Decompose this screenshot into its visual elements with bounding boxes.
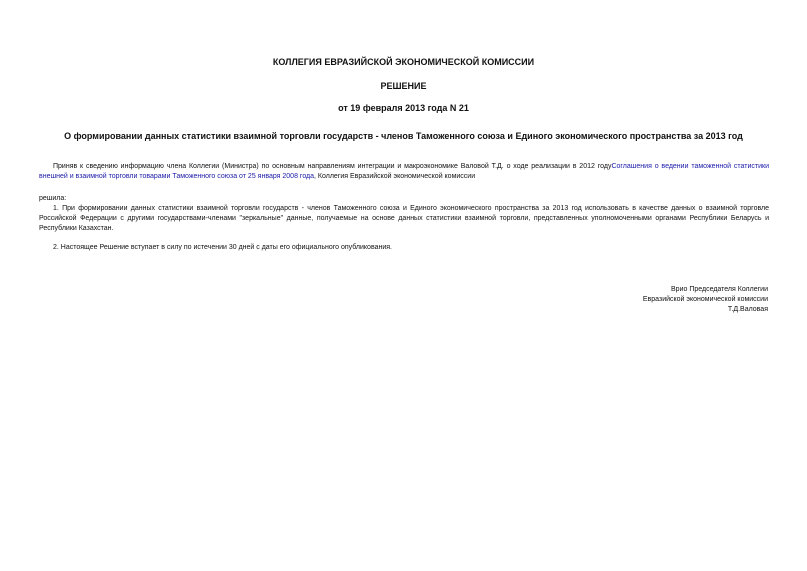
intro-paragraph	[39, 162, 769, 182]
decided-label: решила:	[39, 195, 67, 202]
agreement-link[interactable]: Соглашения о ведении таможенной статистики внешней и взаимной торговли товарами Таможенного союза от 25 января 2008 года	[39, 163, 769, 180]
decision-item-1: 1. При формировании данных статистики взаимной торговли государств - членов Таможенного союза и Единого экономического пространства за 2013 год использовать в качестве данных о взаимной торговле Российской Федерации с другими государствами-членами "зеркальные" данные, получаемые на основе данных статистики взаимной торговли, представленных уполномоченными органами Республики Беларусь и Республики Казахстан.	[39, 205, 769, 232]
signature-organization: Евразийской экономической комиссии	[642, 296, 768, 303]
decision-item-2: 2. Настоящее Решение вступает в силу по истечении 30 дней с даты его официального опубликования.	[53, 244, 392, 251]
signature-block	[643, 285, 768, 315]
intro-text-after: , Коллегия Евразийской экономической комиссии	[314, 173, 476, 180]
signature-title: Врио Председателя Коллегии	[671, 286, 768, 293]
document-type-heading: РЕШЕНИЕ	[380, 81, 427, 91]
intro-text-before: Приняв к сведению информацию члена Коллегии (Министра) по основным направлениям интеграции и макроэкономике Валовой Т.Д. о ходе реализации в 2012 году	[53, 163, 612, 170]
document-subject-title: О формировании данных статистики взаимной торговли государств - членов Таможенного союза и Единого экономического пространства за 2013 год	[64, 131, 743, 141]
signature-name: Т.Д.Валовая	[727, 306, 768, 313]
organization-heading: КОЛЛЕГИЯ ЕВРАЗИЙСКОЙ ЭКОНОМИЧЕСКОЙ КОМИССИИ	[272, 57, 535, 67]
document-date-number: от 19 февраля 2013 года N 21	[338, 103, 469, 113]
